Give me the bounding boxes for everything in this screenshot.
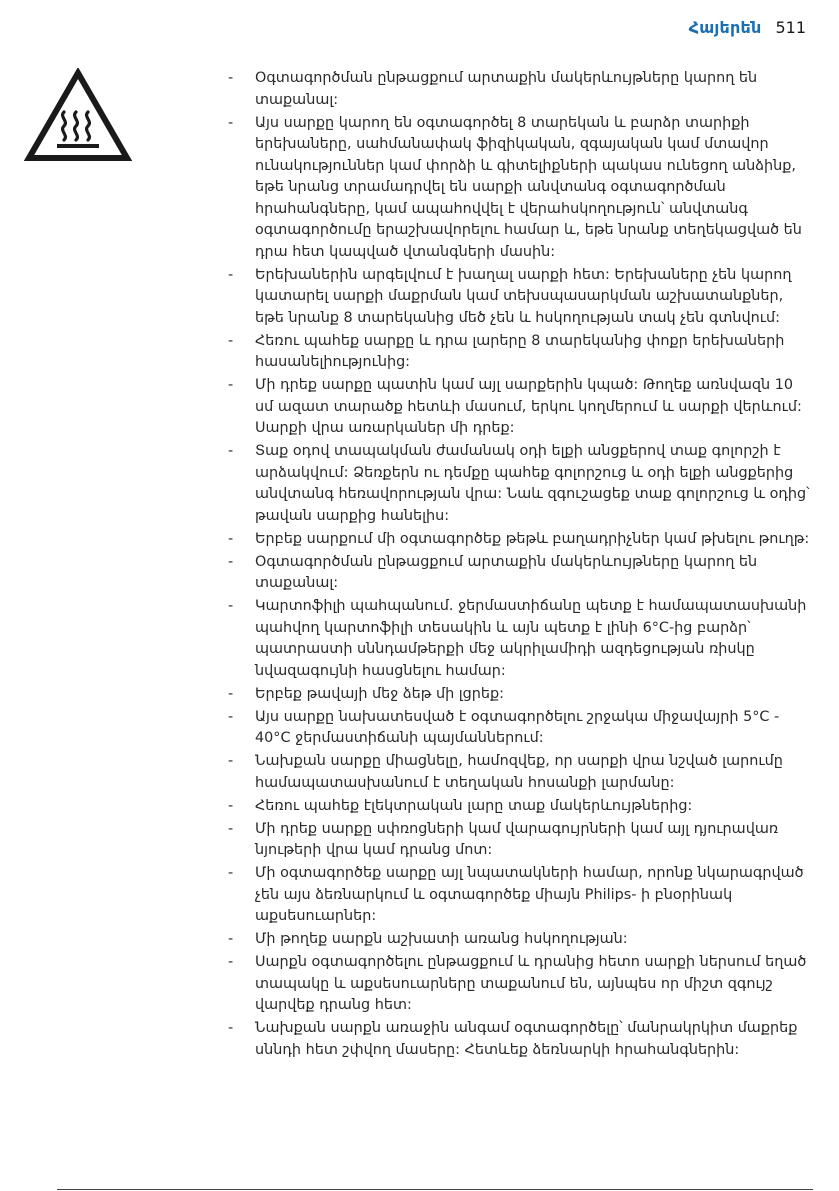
list-item-text: Մի թողեք սարքն աշխատի առանց հսկողության: [255,931,628,947]
bullet-dash: - [228,443,234,459]
list-item [228,596,813,682]
list-item [228,751,813,794]
list-item-text: Այս սարքը նախատեսված է օգտագործելու շրջակա միջավայրի 5°C - 40°C ջերմաստիճանի պայմաններում: [255,708,780,746]
list-item-text: Երբեք սարքում մի օգտագործեք թեթև բաղադրիչներ կամ թխելու թուղթ: [255,530,810,547]
bullet-dash: - [228,530,234,547]
list-item-text: Մի դրեք սարքը պատին կամ այլ սարքերին կպած: Թողեք առնվազն 10 սմ ազատ տարածք հետևի մասում, երկու կողմերում և սարքի վերևում: Սարքի վրա առարկաներ մի դրեք: [255,377,802,436]
list-item [228,265,813,330]
list-item-text: Այս սարքը կարող են օգտագործել 8 տարեկան և բարձր տարիքի երեխաները, սահմանափակ ֆիզիկական, զգայական կամ մտավոր ունակություններ կամ փորձի և գիտելիքների պակաս ունեցող անձինք, եթե նրանց տրամադրվել են սարքի անվտանգ օգտագործման հրահանգները, կամ ապահովվել է վերահսկողություն՝ անվտանգ օգտագործումը երաշխավորելու համար և, եթե նրանք տեղեկացված են դրա հետ կապված վտանգների մասին: [255,114,802,260]
bullet-dash: - [228,954,234,970]
bullet-dash: - [228,598,234,614]
list-item-text: Մի դրեք սարքը սփռոցների կամ վարագույրների կամ այլ դյուրավառ նյութերի վրա կամ դրանց մոտ: [255,820,779,858]
list-item [228,707,813,750]
page-number: 511 [775,18,806,37]
list-item [228,68,813,111]
list-item-text: Կարտոֆիլի պահպանում. ջերմաստիճանը պետք է համապատասխանի պահվող կարտոֆիլի տեսակին և այն պետք է լինի 6°C-ից բարձր՝ պատրաստի սննդամթերքի մեջ ակրիլամիդի ազդեցության ռիսկը նվազագույնի հասցնելու համար: [255,598,807,679]
bullet-dash: - [228,931,234,947]
list-item [228,552,813,595]
bullet-dash: - [228,1020,234,1036]
hot-surface-warning-icon [24,68,132,164]
list-item [228,863,813,928]
bullet-dash: - [228,797,234,814]
bullet-dash: - [228,266,234,283]
footer-rule [57,1189,813,1190]
list-item [228,375,813,440]
list-item [228,1018,813,1061]
page-header [689,18,806,37]
bullet-dash: - [228,114,234,131]
bullet-dash: - [228,553,234,570]
bullet-dash: - [228,377,234,393]
list-item-text: Հեռու պահեք էլեկտրական լարը տաք մակերևույթներից: [255,797,693,814]
list-item [228,796,813,818]
list-item-text: Սարքն օգտագործելու ընթացքում և դրանից հետո սարքի ներսում եղած տապակը և աքսեսուարները տաքանում են, այնպես որ միշտ զգույշ վարվեք դրանց հետ: [255,954,807,1013]
list-item [228,684,813,706]
list-item-text: Մի օգտագործեք սարքը այլ նպատակների համար, որոնք նկարագրված չեն այս ձեռնարկում և օգտագործեք միայն Philips- ի բնօրինակ աքսեսուարներ: [255,865,804,924]
list-item [228,331,813,374]
list-item-text: Օգտագործման ընթացքում արտաքին մակերևույթները կարող են տաքանալ: [255,70,758,108]
bullet-dash: - [228,708,234,725]
bullet-dash: - [228,820,234,837]
bullet-dash: - [228,685,234,702]
safety-warnings-list [228,68,813,1063]
bullet-dash: - [228,753,234,769]
list-item [228,113,813,264]
bullet-dash: - [228,332,234,349]
list-item-text: Երեխաներին արգելվում է խաղալ սարքի հետ: Երեխաները չեն կարող կատարել սարքի մաքրման կամ տեխսպասարկման աշխատանքներ, եթե նրանք 8 տարեկանից մեծ չեն և հսկողության տակ չեն գտնվում: [255,266,792,326]
list-item-text: Նախքան սարքն առաջին անգամ օգտագործելը՝ մանրակրկիտ մաքրեք սննդի հետ շփվող մասերը: Հետևեք ձեռնարկի հրահանգներին: [255,1020,798,1058]
list-item [228,819,813,862]
bullet-dash: - [228,70,234,86]
list-item-text: Տաք օդով տապակման ժամանակ օդի ելքի անցքերով տաք գոլորշի է արձակվում: Ձեռքերն ու դեմքը պահեք գոլորշուց և օդի ելքի անցքերից անվտանգ հեռավորության վրա: Նաև զգուշացեք տաք գոլորշուց և օդից՝ թավան սարքից հանելիս: [255,443,810,524]
list-item [228,929,813,951]
list-item-text: Նախքան սարքը միացնելը, համոզվեք, որ սարքի վրա նշված լարումը համապատասխանում է տեղական հոսանքի լարմանը: [255,753,783,791]
language-label: Հայերեն [688,18,762,37]
list-item-text: Օգտագործման ընթացքում արտաքին մակերևույթները կարող են տաքանալ: [255,553,758,591]
list-item [228,529,813,551]
list-item [228,441,813,527]
bullet-dash: - [228,865,234,881]
list-item-text: Հեռու պահեք սարքը և դրա լարերը 8 տարեկանից փոքր երեխաների հասանելիությունից: [255,332,785,370]
list-item-text: Երբեք թավայի մեջ ձեթ մի լցրեք: [255,685,505,702]
list-item [228,952,813,1017]
